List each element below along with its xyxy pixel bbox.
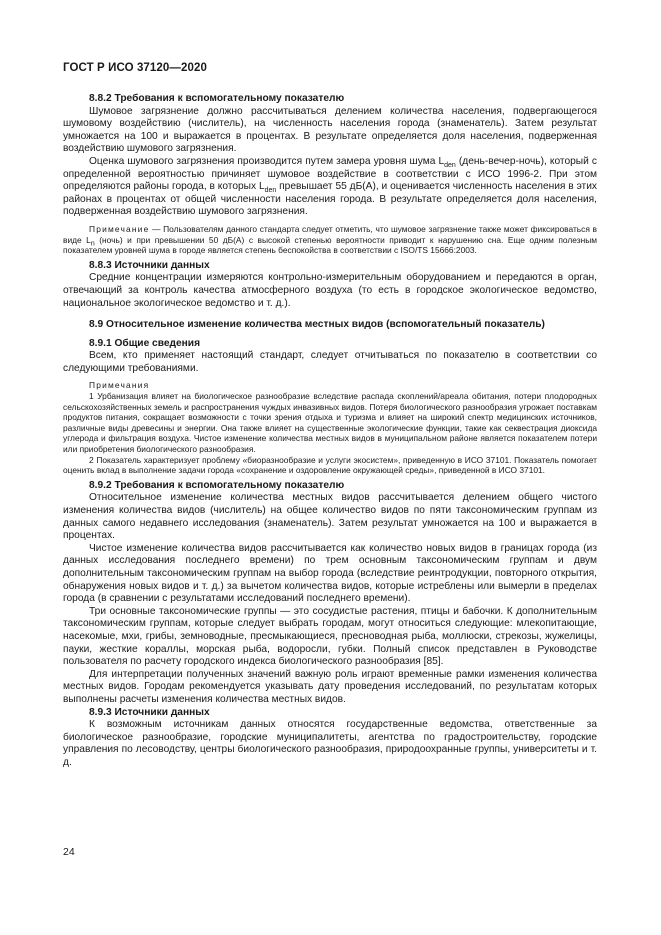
- section-heading-8-9-1: 8.9.1 Общие сведения: [89, 337, 201, 349]
- section-heading-8-8-2: 8.8.2 Требования к вспомогательному показателю: [89, 93, 345, 104]
- note-item: 1 Урбанизация влияет на биологическое разнообразие вследствие распада скоплений/ареала обитания, потери плодородных сельскохозяйственных земель и распространения чуждых инвазивных видов. Потеря биологического разнообразия угрожает поставкам продуктов питания, сокращает возможности с точки зрения отдыха и туризма и влияет на широкий спектр медицинских источников, различные виды древесины и энергии. Она также влияет на существенные экологические функции, такие как секвестрация диоксида углерода и фильтрация воздуха. Чистое изменение количества местных видов в муниципальном районе является показателем потери или приобретения биологического разнообразия.: [63, 391, 597, 455]
- paragraph: Всем, кто применяет настоящий стандарт, следует отчитываться по показателю в соответствии со следующими требованиями.: [63, 350, 597, 374]
- paragraph: Для интерпретации полученных значений важную роль играют временные рамки изменения количества местных видов. Городам рекомендуется указывать дату проведения исследований, по результатам которых выполнены расчеты изменения количества местных видов.: [63, 668, 597, 705]
- paragraph: Относительное изменение количества местных видов рассчитывается делением общего чистого изменения количества видов (числитель) на общее количество видов по пяти таксономическим группам из данных самого недавнего исследования (знаменатель). Затем результат умножается на 100 и выражается в процентах.: [63, 492, 597, 542]
- paragraph: Три основные таксономические группы — это сосудистые растения, птицы и бабочки. К дополнительным таксономическим группам, которые следует выбрать городам, могут относиться следующие: млекопитающие, насекомые, мхи, грибы, земноводные, пресмыкающиеся, пресноводная рыба, моллюски, стрекозы, жужелицы, пауки, жесткие кораллы, морская рыба, водоросли, губки. Полный список представлен в Руководстве пользователя по расчету городского индекса биологического разнообразия [85].: [63, 605, 597, 668]
- document-header: ГОСТ Р ИСО 37120—2020: [63, 62, 208, 74]
- paragraph: Средние концентрации измеряются контрольно-измерительным оборудованием и передаются в орган, отвечающий за контроль качества атмосферного воздуха (то есть в городское экологическое ведомство, национальное экологическое ведомство и т. д.).: [63, 272, 597, 309]
- section-heading-8-9: 8.9 Относительное изменение количества местных видов (вспомогательный показатель): [89, 319, 545, 331]
- document-body: [63, 93, 597, 769]
- paragraph: Оценка шумового загрязнения производится путем замера уровня шума $L_{den}$ (день-вечер-ночь), который с определенной вероятностью причиняет шумовое воздействие в соответствии с ИСО 1996-2. При этом определяются районы города, в которых $L_{den}$ превышает 55 дБ(А), и оценивается численность населения в этих районах в процентах от общей численности населения города. В результате определяется доля населения, подверженная воздействию шумового загрязнения.: [63, 155, 597, 218]
- page-number: 24: [63, 846, 75, 858]
- note: Примечание — Пользователям данного стандарта следует отметить, что шумовое загрязнение также может фиксироваться в виде $L_n$ (ночь) и при превышении 50 дБ(А) с высокой степенью вероятности приводит к нарушению сна. Еще одним полезным показателем уровней шума в городе является степень беспокойства в соответствии с ISO/TS 15666:2003.: [63, 223, 597, 256]
- section-heading-8-9-2: 8.9.2 Требования к вспомогательному показателю: [89, 479, 345, 491]
- section-heading-8-9-3: 8.9.3 Источники данных: [89, 706, 210, 718]
- paragraph: Шумовое загрязнение должно рассчитываться делением количества населения, подвергающегося шумовому воздействию (числитель), на численность населения города (знаменатель). Затем результат умножается на 100 и выражается в процентах. В результате определяется доля населения, подверженная воздействию шумового загрязнения.: [63, 105, 597, 155]
- paragraph: Чистое изменение количества видов рассчитывается как количество новых видов в границах города (из данных исследования последнего времени) по трем основным таксономическим группам и двум дополнительным таксономическим группам на выбор города (вследствие реинтродукции, повторного открытия, обнаружения новых видов и т. д.) за вычетом количества видов, которые истреблены или вымерли в пределах города (в сравнении с результатами исследований последнего времени).: [63, 542, 597, 605]
- note-item: 2 Показатель характеризует проблему «биоразнообразие и услуги экосистем», приведенную в ИСО 37101. Показатель помогает оценить вклад в выполнение задачи города «сохранение и оздоровление окружающей среды», приведенной в ИСО 37101.: [63, 454, 597, 476]
- paragraph: К возможным источникам данных относятся государственные ведомства, ответственные за биологическое разнообразие, городские муниципалитеты, агентства по градостроительству, городские управления по лесоводству, центры биологического разнообразия, природоохранные группы, университеты и т. д.: [63, 719, 597, 768]
- notes-title: Примечания: [89, 380, 150, 391]
- section-heading-8-8-3: 8.8.3 Источники данных: [89, 259, 210, 271]
